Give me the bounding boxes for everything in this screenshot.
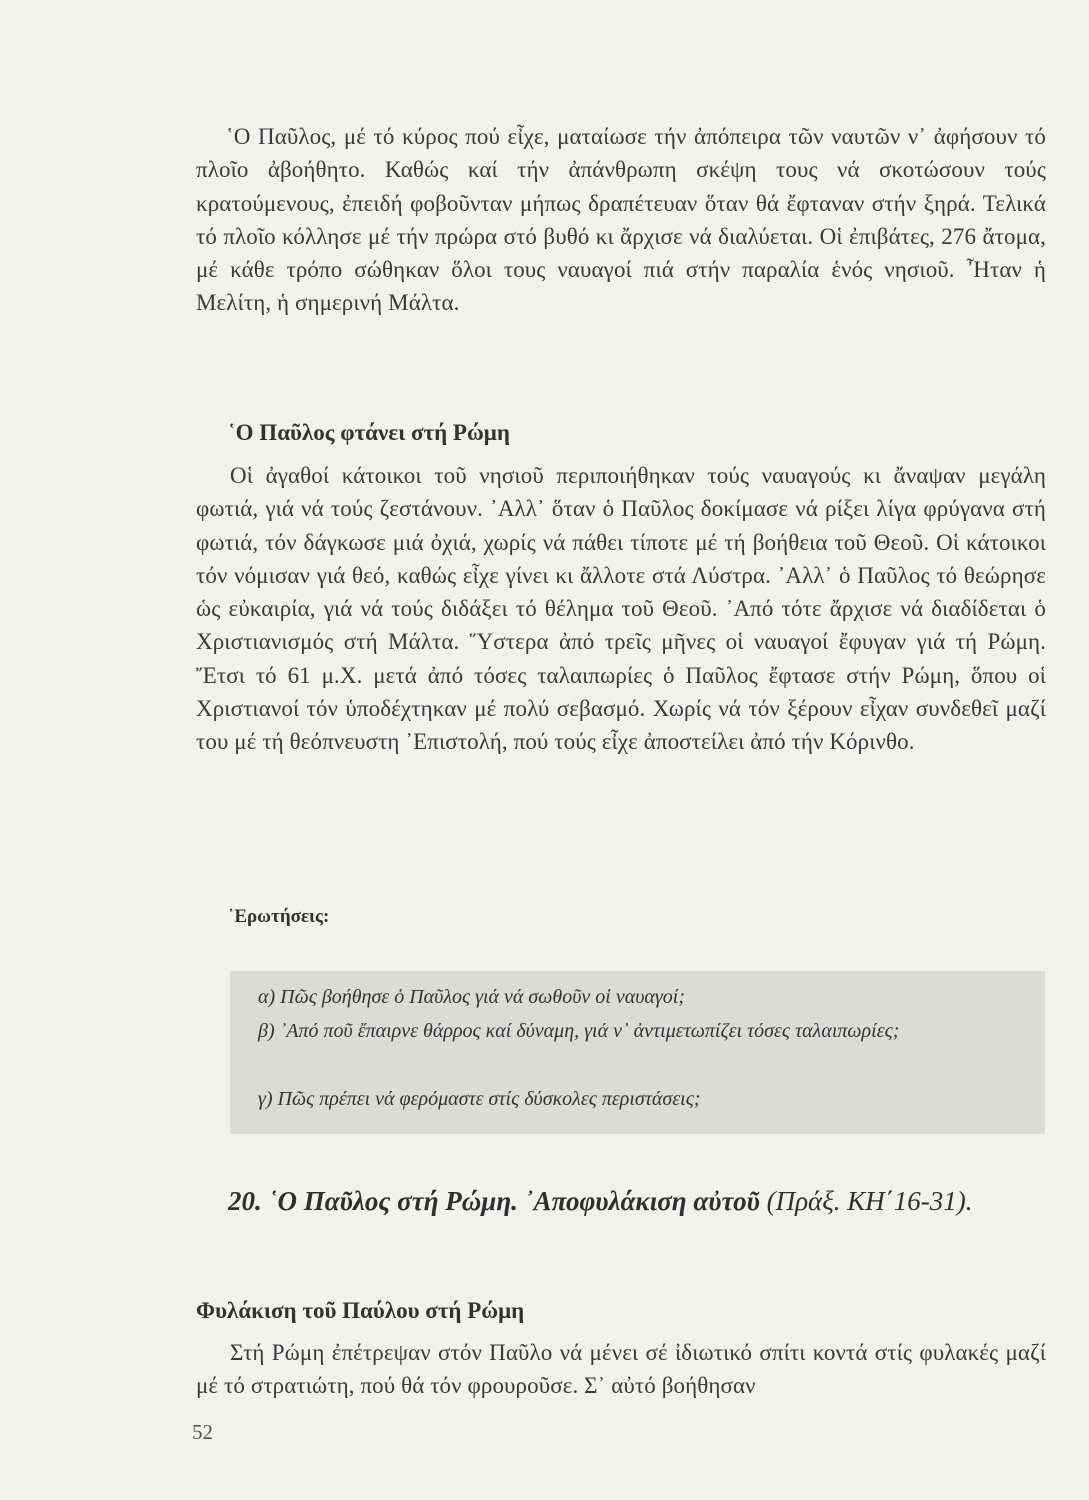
section2-heading-text: Φυλάκιση τοῦ Παύλου στή Ρώμη — [196, 1298, 525, 1323]
section-heading-imprisonment — [196, 1298, 524, 1324]
chapter-title-text: ῾Ο Παῦλος στή Ρώμη. ᾽Αποφυλάκιση αὐτοῦ — [268, 1186, 760, 1216]
intro-paragraph — [196, 120, 1046, 320]
question-item-b: β) ᾽Από ποῦ ἔπαιρνε θάρρος καί δύναμη, γιά ν᾽ ἀντιμετωπίζει τόσες ταλαιπωρίες; — [258, 1020, 900, 1042]
section-heading-text: ῾Ο Παῦλος φτάνει στή Ρώμη — [228, 420, 510, 445]
chapter-reference: (Πράξ. ΚΗ΄16-31). — [766, 1186, 973, 1216]
section1-paragraph — [196, 459, 1046, 759]
section1-paragraph-text: Οἱ ἀγαθοί κάτοικοι τοῦ νησιοῦ περιποιήθηκαν τούς ναυαγούς κι ἄναψαν μεγάλη φωτιά, γιά νά τούς ζεστάνουν. ᾽Αλλ᾽ ὅταν ὁ Παῦλος δοκίμασε νά ρίξει λίγα φρύγανα στή φωτιά, τόν δάγκωσε μιά ὀχιά, χωρίς νά πάθει τίποτε μέ τή βοήθεια τοῦ Θεοῦ. Οἱ κάτοικοι τόν νόμισαν γιά θεό, καθώς εἶχε γίνει κι ἄλλοτε στά Λύστρα. ᾽Αλλ᾽ ὁ Παῦλος τό θεώρησε ὡς εὐκαιρία, γιά νά τούς διδάξει τό θέλημα τοῦ Θεοῦ. ᾽Από τότε ἄρχισε νά διαδίδεται ὁ Χριστιανισμός στή Μάλτα. Ὕστερα ἀπό τρεῖς μῆνες οἱ ναυαγοί ἔφυγαν γιά τή Ρώμη. Ἔτσι τό 61 μ.Χ. μετά ἀπό τόσες ταλαιπωρίες ὁ Παῦλος ἔφτασε στήν Ρώμη, ὅπου οἱ Χριστιανοί τόν ὑποδέχτηκαν μέ πολύ σεβασμό. Χωρίς νά τόν ξέρουν εἶχαν συνδεθεῖ μαζί του μέ τή θεόπνευστη ᾽Επιστολή, πού τούς εἶχε ἀποστείλει ἀπό τήν Κόρινθο. — [196, 463, 1046, 755]
question-item-a: α) Πῶς βοήθησε ὁ Παῦλος γιά νά σωθοῦν οἱ ναυαγοί; — [258, 986, 685, 1008]
section2-paragraph — [196, 1336, 1046, 1403]
page-number: 52 — [192, 1420, 213, 1444]
section-heading-paul-reaches-rome — [228, 420, 510, 446]
question-item-c: γ) Πῶς πρέπει νά φερόμαστε στίς δύσκολες περιστάσεις; — [258, 1088, 701, 1110]
questions-box — [230, 971, 1045, 1134]
questions-title — [228, 906, 329, 928]
chapter-number: 20. — [228, 1186, 262, 1216]
intro-paragraph-text: ῾Ο Παῦλος, μέ τό κύρος πού εἶχε, ματαίωσε τήν ἀπόπειρα τῶν ναυτῶν ν᾽ ἀφήσουν τό πλοῖο ἀβοήθητο. Καθώς καί τήν ἀπάνθρωπη σκέψη τους νά σκοτώσουν τούς κρατούμενους, ἐπειδή φοβοῦνταν μήπως δραπέτευαν ὅταν θά ἔφταναν στήν ξηρά. Τελικά τό πλοῖο κόλλησε μέ τήν πρώρα στό βυθό κι ἄρχισε νά διαλύεται. Οἱ ἐπιβάτες, 276 ἄτομα, μέ κάθε τρόπο σώθηκαν ὅλοι τους ναυαγοί πιά στήν παραλία ἑνός νησιοῦ. Ἦταν ἡ Μελίτη, ἡ σημερινή Μάλτα. — [196, 124, 1046, 316]
chapter-title — [228, 1186, 973, 1217]
section2-paragraph-text: Στή Ρώμη ἐπέτρεψαν στόν Παῦλο νά μένει σέ ἰδιωτικό σπίτι κοντά στίς φυλακές μαζί μέ τό στρατιώτη, πού θά τόν φρουροῦσε. Σ᾽ αὐτό βοήθησαν — [196, 1340, 1046, 1399]
questions-title-text: ῾Ερωτήσεις: — [228, 906, 330, 927]
